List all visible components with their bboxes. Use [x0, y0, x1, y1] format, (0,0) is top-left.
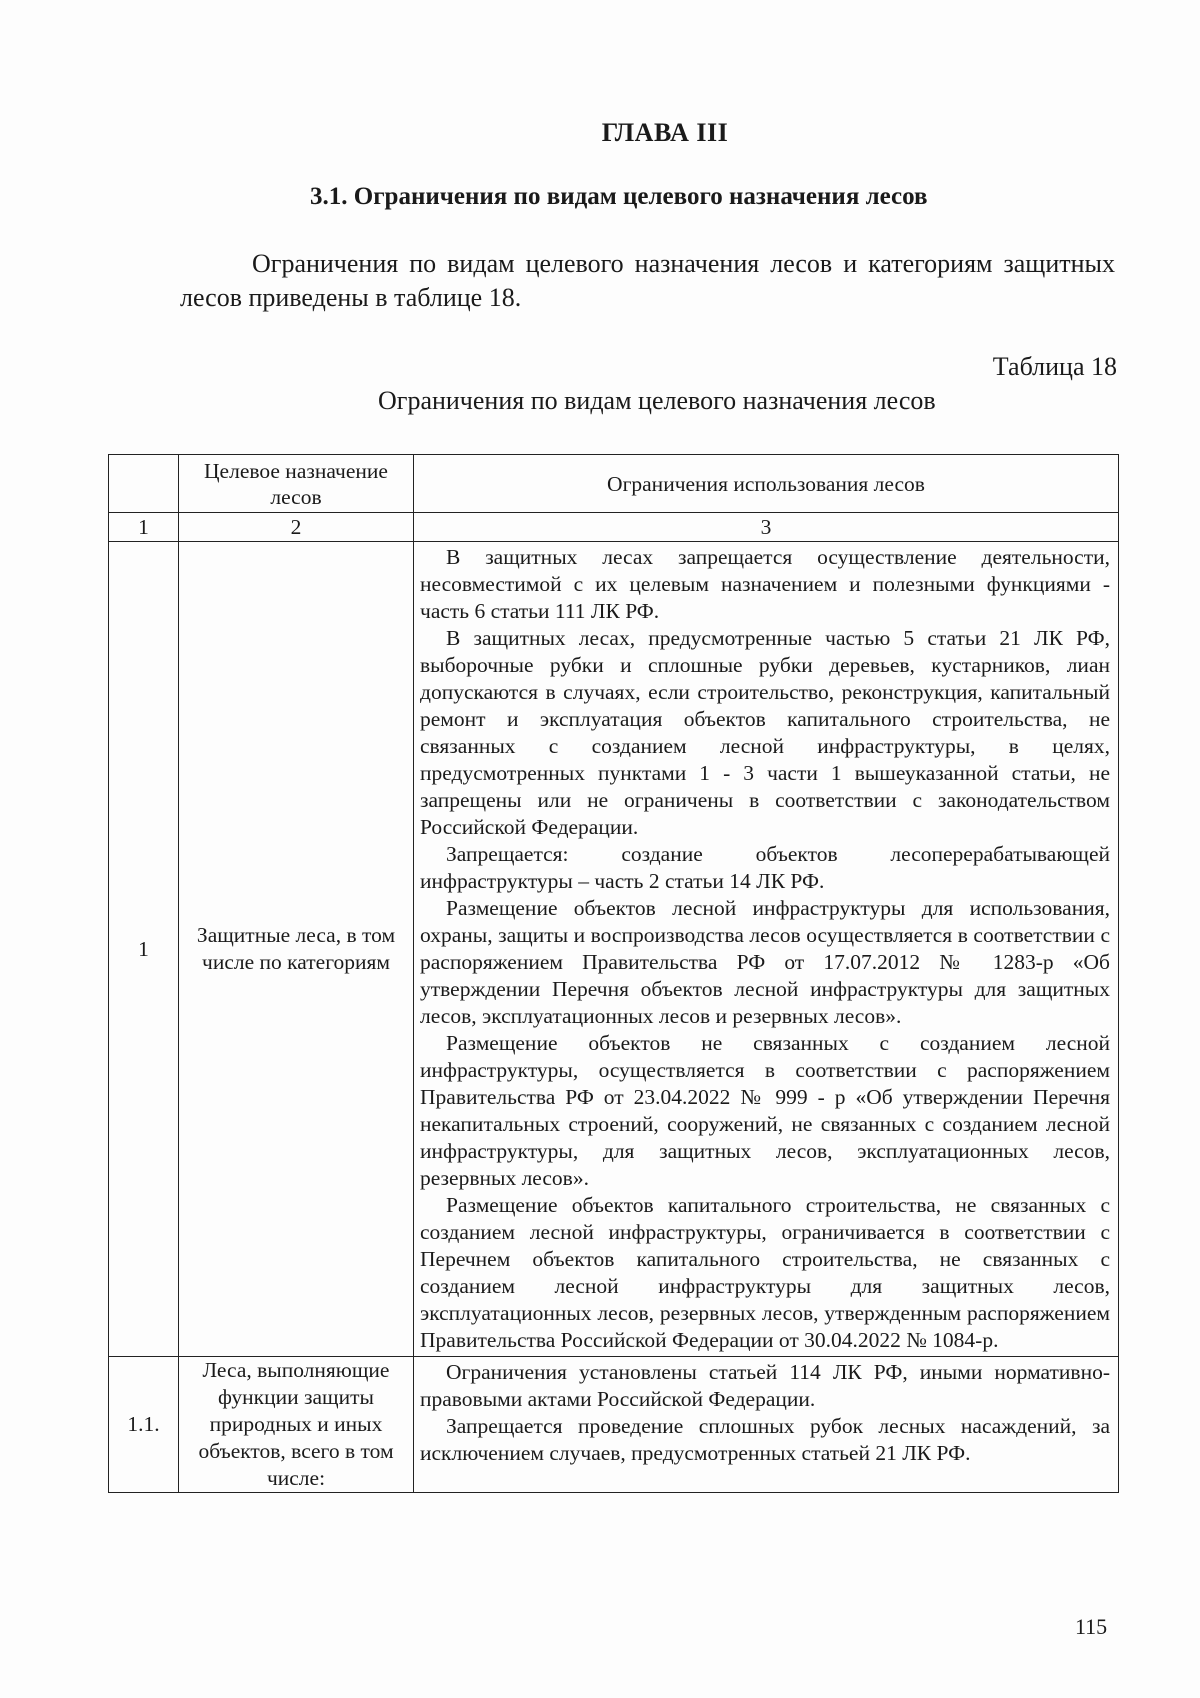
restriction-paragraph: В защитных лесах, предусмотренные частью 5 статьи 21 ЛК РФ, выборочные рубки и сплошные рубки деревьев, кустарников, лиан допускаются в случаях, если строительство, реконструкция, капитальный ремонт и эксплуатация объектов капитального строительства, не связанных с созданием лесной инфраструктуры, в целях, предусмотренных пунктами 1 - 3 части 1 вышеуказанной статьи, не запрещены или не ограничены в соответствии с законодательством Российской Федерации.: [420, 626, 1110, 839]
table-row: [109, 542, 1119, 1357]
header-num-cell: [109, 455, 179, 513]
row-restrictions-cell: [414, 542, 1119, 1357]
row-number-cell: 1: [109, 542, 179, 1357]
restriction-paragraph: Запрещается проведение сплошных рубок лесных насаждений, за исключением случаев, предусмотренных статьей 21 ЛК РФ.: [420, 1414, 1110, 1465]
row-purpose-cell: Леса, выполняющие функции защиты природных и иных объектов, всего в том числе:: [179, 1357, 414, 1493]
restriction-paragraph: Ограничения установлены статьей 114 ЛК РФ, иными нормативно-правовыми актами Российской Федерации.: [420, 1360, 1110, 1411]
restriction-paragraph: В защитных лесах запрещается осуществление деятельности, несовместимой с их целевым назначением и полезными функциями - часть 6 статьи 111 ЛК РФ.: [420, 545, 1110, 623]
table-row: [109, 1357, 1119, 1493]
table-header-row: [109, 455, 1119, 513]
restriction-paragraph: Запрещается: создание объектов лесоперерабатывающей инфраструктуры – часть 2 статьи 14 ЛК РФ.: [420, 842, 1110, 893]
column-index-cell: 2: [179, 513, 414, 542]
restriction-paragraph: Размещение объектов лесной инфраструктуры для использования, охраны, защиты и воспроизводства лесов осуществляется в соответствии с распоряжением Правительства РФ от 17.07.2012 № 1283-р «Об утверждении Перечня объектов лесной инфраструктуры для защитных лесов, эксплуатационных лесов и резервных лесов».: [420, 896, 1110, 1028]
restrictions-table: [108, 454, 1119, 1493]
table-caption: Ограничения по видам целевого назначения лесов: [378, 386, 936, 415]
row-restrictions-cell: [414, 1357, 1119, 1493]
header-purpose-cell: Целевое назначение лесов: [179, 455, 414, 513]
row-number-cell: 1.1.: [109, 1357, 179, 1493]
row-purpose-cell: Защитные леса, в том числе по категориям: [179, 542, 414, 1357]
chapter-title: ГЛАВА III: [601, 118, 729, 147]
restriction-paragraph: Размещение объектов капитального строительства, не связанных с созданием лесной инфраструктуры, ограничивается в соответствии с Перечнем объектов капитального строительства, не связанных с созданием лесной инфраструктуры для защитных лесов, эксплуатационных лесов, резервных лесов, утвержденным распоряжением Правительства Российской Федерации от 30.04.2022 № 1084-р.: [420, 1193, 1110, 1352]
section-title: 3.1. Ограничения по видам целевого назначения лесов: [310, 183, 928, 210]
restriction-paragraph: Размещение объектов не связанных с созданием лесной инфраструктуры, осуществляется в соответствии с распоряжением Правительства РФ от 23.04.2022 № 999 - р «Об утверждении Перечня некапитальных строений, сооружений, не связанных с созданием лесной инфраструктуры, для защитных лесов, эксплуатационных лесов, резервных лесов».: [420, 1031, 1110, 1190]
column-index-cell: 3: [414, 513, 1119, 542]
table-column-index-row: [109, 513, 1119, 542]
table-number: Таблица 18: [992, 352, 1117, 381]
column-index-cell: 1: [109, 513, 179, 542]
page-number: 115: [1075, 1614, 1108, 1639]
intro-paragraph: Ограничения по видам целевого назначения лесов и категориям защитных лесов приведены в таблице 18.: [180, 249, 1115, 312]
header-restrictions-cell: Ограничения использования лесов: [414, 455, 1119, 513]
